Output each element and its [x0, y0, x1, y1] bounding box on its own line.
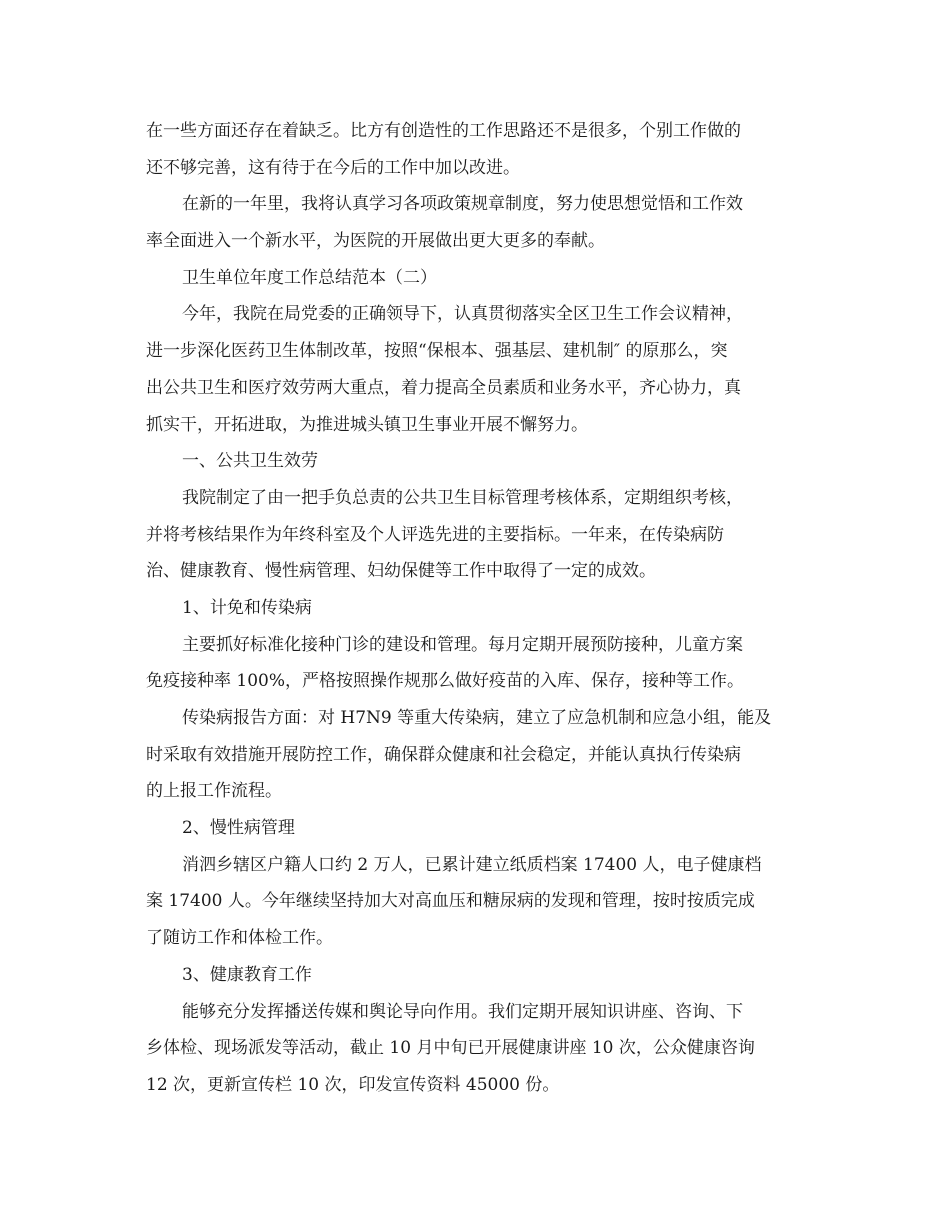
text-line: 并将考核结果作为年终科室及个人评选先进的主要指标。一年来，在传染病防: [146, 524, 724, 545]
text-line: 还不够完善，这有待于在今后的工作中加以改进。: [146, 157, 520, 178]
text-line: 了随访工作和体检工作。: [146, 928, 333, 949]
text-line: 案 17400 人。今年继续坚持加大对高血压和糖尿病的发现和管理，按时按质完成: [146, 891, 755, 912]
text-line: 进一步深化医药卫生体制改革，按照“保根本、强基层、建机制″ 的原那么，突: [146, 341, 728, 362]
text-line: 一、公共卫生效劳: [182, 451, 318, 472]
text-line: 12 次，更新宣传栏 10 次，印发宣传资料 45000 份。: [146, 1074, 560, 1095]
text-line: 时采取有效措施开展防控工作，确保群众健康和社会稳定，并能认真执行传染病: [146, 744, 741, 765]
text-line: 我院制定了由一把手负总责的公共卫生目标管理考核体系，定期组织考核，: [182, 487, 743, 508]
text-line: 免疫接种率 100%，严格按照操作规那么做好疫苗的入库、保存，接种等工作。: [146, 671, 745, 692]
text-line: 率全面进入一个新水平，为医院的开展做出更大更多的奉献。: [146, 231, 605, 252]
text-line: 的上报工作流程。: [146, 781, 282, 802]
text-line: 3、健康教育工作: [182, 964, 312, 985]
text-line: 抓实干，开拓进取，为推进城头镇卫生事业开展不懈努力。: [146, 414, 588, 435]
text-line: 主要抓好标准化接种门诊的建设和管理。每月定期开展预防接种，儿童方案: [182, 634, 743, 655]
text-line: 1、计免和传染病: [182, 597, 312, 618]
text-line: 治、健康教育、慢性病管理、妇幼保健等工作中取得了一定的成效。: [146, 561, 656, 582]
document-body: [146, 113, 806, 1104]
text-line: 今年，我院在局党委的正确领导下，认真贯彻落实全区卫生工作会议精神，: [182, 304, 743, 325]
text-line: 出公共卫生和医疗效劳两大重点，着力提高全员素质和业务水平，齐心协力，真: [146, 377, 741, 398]
text-line: 消泗乡辖区户籍人口约 2 万人，已累计建立纸质档案 17400 人，电子健康档: [182, 854, 762, 875]
text-line: 在新的一年里，我将认真学习各项政策规章制度，努力使思想觉悟和工作效: [182, 194, 743, 215]
text-line: 2、慢性病管理: [182, 818, 295, 839]
text-line: 在一些方面还存在着缺乏。比方有创造性的工作思路还不是很多，个别工作做的: [146, 121, 741, 141]
text-line: 乡体检、现场派发等活动，截止 10 月中旬已开展健康讲座 10 次，公众健康咨询: [146, 1038, 755, 1059]
text-line: 能够充分发挥播送传媒和舆论导向作用。我们定期开展知识讲座、咨询、下: [182, 1001, 743, 1022]
text-line: 传染病报告方面：对 H7N9 等重大传染病，建立了应急机制和应急小组，能及: [182, 708, 772, 728]
text-line: 卫生单位年度工作总结范本（二）: [182, 267, 437, 288]
